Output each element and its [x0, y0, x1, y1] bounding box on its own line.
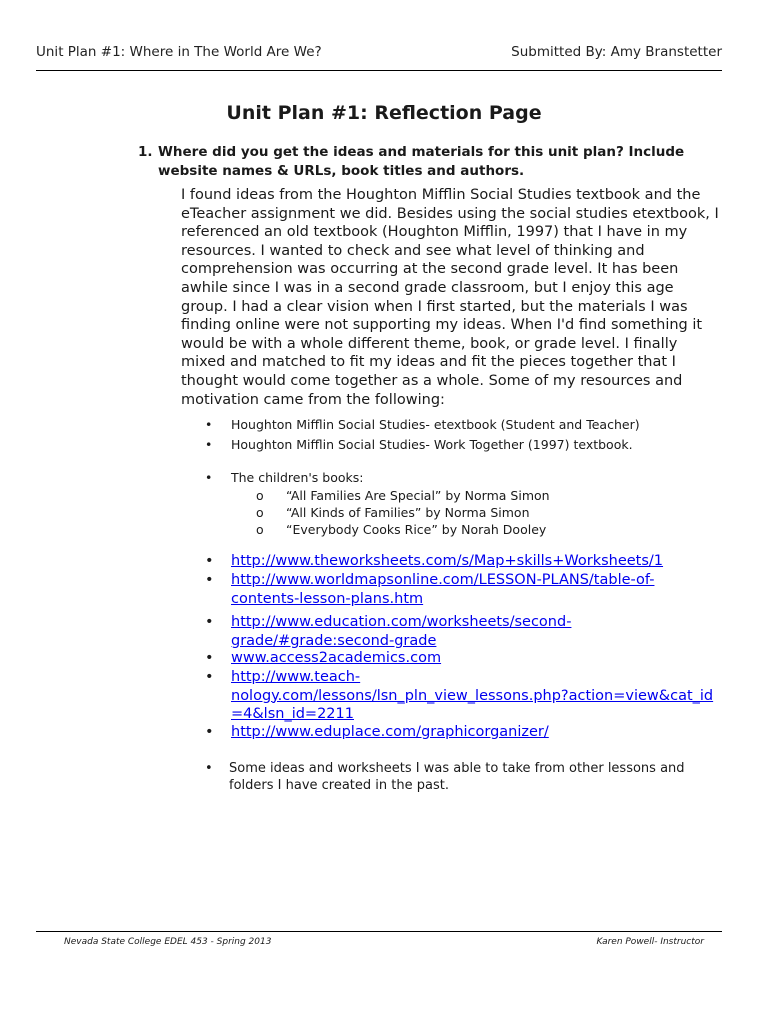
- footer-course: Nevada State College EDEL 453 - Spring 2013: [64, 937, 272, 947]
- question-text: Where did you get the ideas and materials for this unit plan? Include website names & URLs, book titles and authors.: [158, 144, 685, 179]
- answer-line: comprehension was occurring at the second grade level. It has been: [181, 261, 679, 278]
- final-note-text: Some ideas and worksheets I was able to take from other lessons and folders I have created in the past.: [229, 761, 685, 793]
- answer-line: finding online were not supporting my ideas. When I'd find something it: [181, 317, 703, 334]
- book-title: “Everybody Cooks Rice” by Norah Dooley: [286, 522, 547, 537]
- link-teach-nology[interactable]: http://www.teach- nology.com/lessons/lsn_pln_view_lessons.php?action=view&cat_id =4&lsn_id=2211: [231, 669, 714, 723]
- answer-line: I found ideas from the Houghton Mifflin Social Studies textbook and the: [181, 187, 701, 203]
- header-unit-title: Unit Plan #1: Where in The World Are We?: [36, 44, 322, 60]
- bullet: •: [205, 470, 213, 485]
- link-education[interactable]: http://www.education.com/worksheets/second- grade/#grade:second-grade: [231, 614, 572, 649]
- answer-line: referenced an old textbook (Houghton Mifflin, 1997) that I have in my: [181, 224, 688, 241]
- link-worldmapsonline[interactable]: http://www.worldmapsonline.com/LESSON-PLANS/table-of- contents-lesson-plans.htm: [231, 572, 655, 607]
- page-title: Unit Plan #1: Reflection Page: [226, 102, 542, 124]
- answer-line: eTeacher assignment we did. Besides using the social studies etextbook, I: [181, 205, 719, 222]
- bullet: •: [205, 572, 214, 588]
- answer-line: resources. I wanted to check and see what level of thinking and: [181, 242, 645, 259]
- sub-bullet: o: [256, 488, 264, 503]
- question-1: [138, 143, 738, 181]
- sub-bullet: o: [256, 505, 264, 520]
- header-divider: [36, 70, 722, 71]
- link-theworksheets[interactable]: http://www.theworksheets.com/s/Map+skills+Worksheets/1: [231, 553, 664, 569]
- bullet: •: [205, 614, 214, 630]
- footer-instructor: Karen Powell- Instructor: [596, 937, 704, 947]
- bullet: •: [205, 437, 213, 452]
- book-title: “All Kinds of Families” by Norma Simon: [286, 505, 530, 520]
- answer-line: awhile since I was in a second grade classroom, but I enjoy this age: [181, 279, 674, 296]
- sub-bullet: o: [256, 522, 264, 537]
- answer-line: group. I had a clear vision when I first started, but the materials I was: [181, 298, 688, 315]
- bullet: •: [205, 417, 213, 432]
- books-label: The children's books:: [231, 470, 364, 485]
- bullet: •: [205, 553, 214, 569]
- question-number: 1.: [138, 144, 153, 160]
- bullet: •: [205, 724, 214, 740]
- resource-text: Houghton Mifflin Social Studies- Work Together (1997) textbook.: [231, 437, 633, 452]
- answer-line: thought would come together as a whole. Some of my resources and: [181, 372, 683, 389]
- answer-paragraph: [181, 186, 737, 409]
- bullet: •: [205, 650, 214, 666]
- resource-text: Houghton Mifflin Social Studies- etextbook (Student and Teacher): [231, 417, 640, 432]
- link-access2academics[interactable]: www.access2academics.com: [231, 650, 442, 666]
- bullet: •: [205, 669, 214, 685]
- header-submitted-by: Submitted By: Amy Branstetter: [511, 44, 722, 60]
- answer-line: motivation came from the following:: [181, 391, 445, 408]
- answer-line: would be with a whole different theme, book, or grade level. I finally: [181, 335, 678, 352]
- footer-divider: [36, 931, 722, 932]
- answer-line: mixed and matched to fit my ideas and fit the pieces together that I: [181, 354, 676, 371]
- page-header: [36, 44, 722, 64]
- book-title: “All Families Are Special” by Norma Simon: [286, 488, 550, 503]
- bullet: •: [205, 761, 213, 776]
- link-eduplace[interactable]: http://www.eduplace.com/graphicorganizer/: [231, 724, 549, 740]
